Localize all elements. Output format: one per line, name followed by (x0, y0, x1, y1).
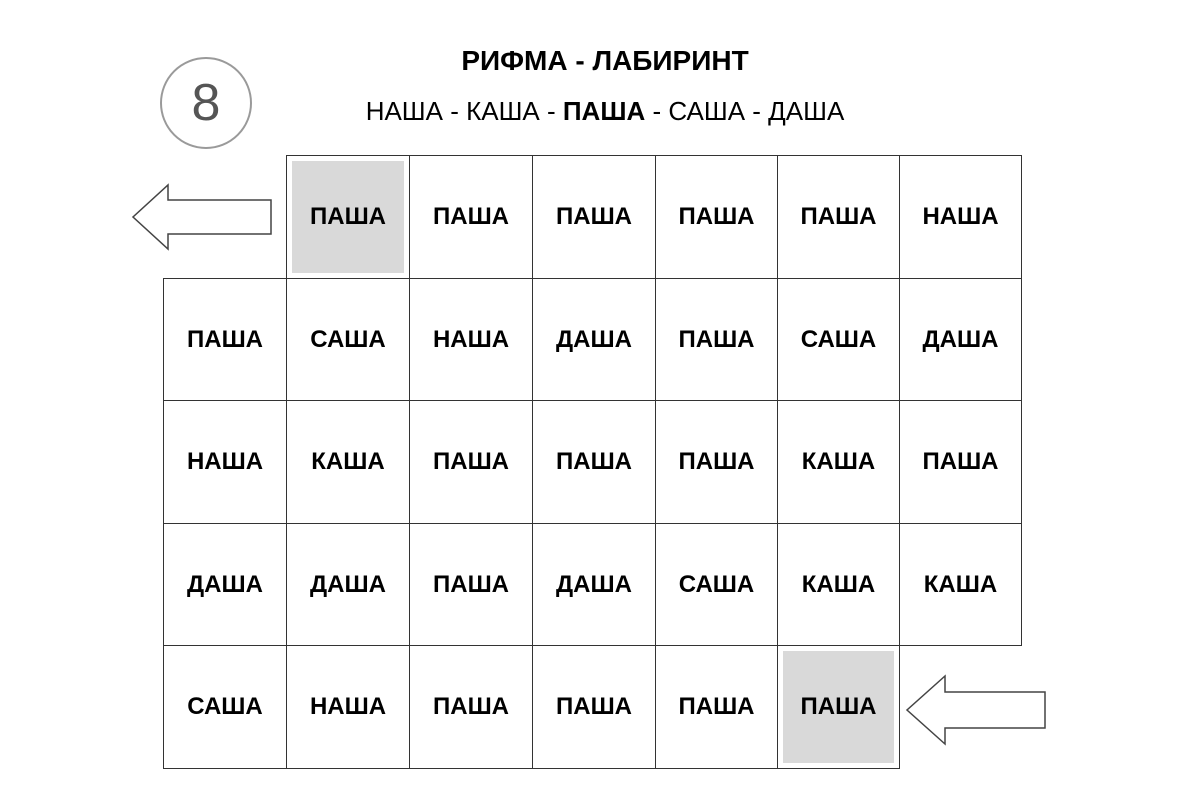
maze-cell[interactable] (163, 645, 287, 769)
cell-word: ДАША (556, 570, 632, 598)
maze-cell[interactable] (777, 278, 900, 401)
cell-word: ПАША (186, 325, 264, 353)
maze-cell[interactable] (286, 278, 410, 401)
cell-word: САША (800, 325, 877, 353)
left-arrow-icon (904, 673, 1049, 747)
maze-cell[interactable] (409, 278, 533, 401)
cell-word: ПАША (800, 203, 877, 230)
maze-cell[interactable] (899, 155, 1022, 279)
maze-cell[interactable] (532, 155, 656, 279)
cell-word: КАША (311, 448, 385, 475)
cell-word: САША (187, 693, 263, 720)
cell-word: ДАША (556, 325, 632, 353)
maze-cell[interactable] (899, 523, 1022, 646)
cell-word: ДАША (187, 570, 263, 598)
maze-cell-start[interactable] (286, 155, 410, 279)
maze-cell[interactable] (532, 278, 656, 401)
maze-cell[interactable] (899, 278, 1022, 401)
cell-word: НАША (309, 693, 387, 720)
cell-word: КАША (923, 570, 998, 598)
cell-word: ПАША (555, 203, 633, 230)
maze-cell[interactable] (409, 155, 533, 279)
cell-word: ДАША (310, 570, 386, 598)
maze-cell[interactable] (777, 400, 900, 524)
maze-cell[interactable] (286, 523, 410, 646)
maze-cell[interactable] (655, 155, 778, 279)
cell-word: ПАША (555, 448, 633, 475)
cell-word: НАША (432, 325, 510, 353)
cell-word: ПАША (555, 693, 633, 720)
page-title: РИФМА - ЛАБИРИНТ (461, 45, 749, 76)
maze-cell[interactable] (655, 645, 778, 769)
cell-word: КАША (801, 448, 876, 475)
maze-cell[interactable] (409, 523, 533, 646)
left-arrow-icon (130, 182, 275, 252)
cell-word: САША (310, 325, 386, 353)
cell-word: ДАША (922, 325, 999, 353)
cell-word: ПАША (678, 693, 755, 720)
maze-cell[interactable] (655, 278, 778, 401)
maze-cell[interactable] (286, 400, 410, 524)
cell-word: ПАША (922, 448, 999, 475)
cell-word: ПАША (678, 448, 755, 475)
cell-word: КАША (801, 570, 876, 598)
cell-word: ПАША (678, 203, 755, 230)
maze-cell[interactable] (532, 400, 656, 524)
maze-cell[interactable] (899, 400, 1022, 524)
maze-cell[interactable] (655, 400, 778, 524)
cell-word: ПАША (432, 693, 510, 720)
maze-cell[interactable] (777, 523, 900, 646)
maze-cell[interactable] (286, 645, 410, 769)
maze-cell[interactable] (532, 645, 656, 769)
rhyme-line (0, 96, 1200, 127)
maze-cell[interactable] (532, 523, 656, 646)
rhyme-after: - САША - ДАША (645, 96, 845, 126)
rhyme-before: НАША - КАША - (365, 96, 563, 126)
maze-cell[interactable] (163, 400, 287, 524)
cell-word: ПАША (432, 448, 510, 475)
cell-word: ПАША (432, 570, 510, 598)
maze-cell-finish[interactable] (777, 645, 900, 769)
maze-cell[interactable] (777, 155, 900, 279)
cell-word: ПАША (309, 203, 387, 230)
maze-cell[interactable] (409, 645, 533, 769)
maze-cell[interactable] (655, 523, 778, 646)
cell-word: НАША (922, 203, 999, 230)
maze-cell[interactable] (163, 523, 287, 646)
cell-word: ПАША (432, 203, 510, 230)
cell-word: НАША (186, 448, 264, 475)
cell-word: САША (678, 570, 755, 598)
maze-cell[interactable] (409, 400, 533, 524)
puzzle-number: 8 (191, 74, 221, 132)
maze-cell[interactable] (163, 278, 287, 401)
rhyme-target-word: ПАША (562, 96, 646, 126)
cell-word: ПАША (800, 693, 877, 720)
cell-word: ПАША (678, 325, 755, 353)
